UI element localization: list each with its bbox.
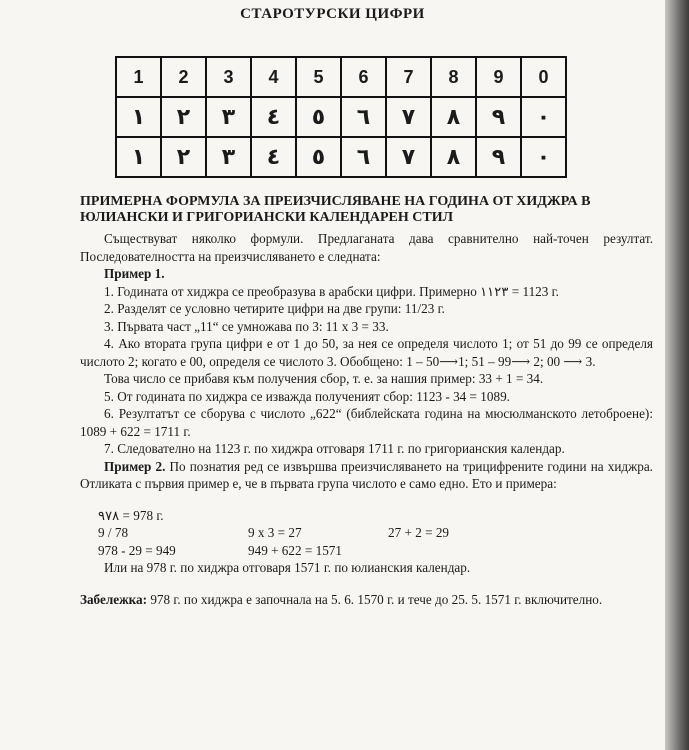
step-6: 6. Резултатът се сборува с числото „622“ (библейската година на мюсюлманското летоброене): 1089 + 622 = 1711 г. — [80, 406, 653, 439]
table-cell: ٢ — [161, 137, 206, 177]
table-cell: 2 — [161, 57, 206, 97]
numerals-table — [115, 56, 567, 178]
calc-cell: 949 + 622 = 1571 — [248, 542, 342, 558]
table-cell: ٣ — [206, 97, 251, 137]
table-cell: ٠ — [521, 137, 566, 177]
table-cell: ٨ — [431, 137, 476, 177]
western-digits-row — [116, 57, 566, 97]
table-cell: ٠ — [521, 97, 566, 137]
calc-cell: 27 + 2 = 29 — [388, 525, 450, 540]
table-cell: 8 — [431, 57, 476, 97]
example-2-paragraph — [80, 458, 653, 493]
page-edge-shadow — [665, 0, 689, 750]
table-cell: 5 — [296, 57, 341, 97]
note-text: 978 г. по хиджра е започнала на 5. 6. 1570 г. и тече до 25. 5. 1571 г. включително. — [150, 591, 603, 607]
body-text — [80, 194, 653, 608]
example-1-label: Пример 1. — [104, 266, 165, 281]
section-heading: ПРИМЕРНА ФОРМУЛА ЗА ПРЕИЗЧИСЛЯВАНЕ НА ГОДИНА ОТ ХИДЖРА В ЮЛИАНСКИ И ГРИГОРИАНСКИ КАЛЕНДАРЕН СТИЛ — [80, 194, 591, 225]
step-2: 2. Разделят се условно четирите цифри на две групи: 11/23 г. — [104, 301, 445, 316]
page-title: СТАРОТУРСКИ ЦИФРИ — [240, 6, 425, 22]
table-cell: ٦ — [341, 137, 386, 177]
note-paragraph — [80, 591, 653, 609]
table-cell: ٤ — [251, 137, 296, 177]
calc-line-1: ٩٧٨ = 978 г. — [98, 507, 164, 523]
table-cell: 9 — [476, 57, 521, 97]
step-4-sum: Това число се прибавя към получения сбор, т. е. за нашия пример: 33 + 1 = 34. — [104, 371, 544, 386]
step-7: 7. Следователно на 1123 г. по хиджра отговаря 1711 г. по григорианския календар. — [104, 441, 565, 456]
table-cell: 0 — [521, 57, 566, 97]
table-cell: ٤ — [251, 97, 296, 137]
step-1: 1. Годината от хиджра се преобразува в арабски цифри. Примерно ١١٢٣ = 1123 г. — [104, 283, 559, 299]
table-cell: ٦ — [341, 97, 386, 137]
table-cell: ٧ — [386, 137, 431, 177]
table-cell: ٩ — [476, 97, 521, 137]
table-cell: ٧ — [386, 97, 431, 137]
example-2-text: По познатия ред се извършва преизчисляването на трицифрените години на хиджра. Отликата с първия пример е, че в първата група числото е само едно. Ето и примера: — [80, 458, 653, 491]
note-label: Забележка: — [80, 591, 148, 607]
arabic-printed-row — [116, 97, 566, 137]
arabic-handwritten-row — [116, 137, 566, 177]
calc-cell: 978 - 29 = 949 — [98, 542, 176, 558]
table-cell: 3 — [206, 57, 251, 97]
step-5: 5. От годината по хиджра се изважда полученият сбор: 1123 - 34 = 1089. — [104, 388, 510, 404]
table-cell: ٨ — [431, 97, 476, 137]
table-cell: ٢ — [161, 97, 206, 137]
calc-cell: 9 / 78 — [98, 525, 129, 540]
calc-cell: 9 х 3 = 27 — [248, 525, 302, 540]
table-cell: ٣ — [206, 137, 251, 177]
conclusion: Или на 978 г. по хиджра отговаря 1571 г. по юлианския календар. — [104, 560, 471, 575]
table-cell: 1 — [116, 57, 161, 97]
table-cell: 7 — [386, 57, 431, 97]
example-2-label: Пример 2. — [104, 458, 166, 474]
table-cell: ٩ — [476, 137, 521, 177]
table-cell: 6 — [341, 57, 386, 97]
table-cell: 4 — [251, 57, 296, 97]
table-cell: ١ — [116, 97, 161, 137]
spacer — [80, 493, 653, 507]
spacer — [80, 577, 653, 591]
table-cell: ١ — [116, 137, 161, 177]
table-cell: ٥ — [296, 137, 341, 177]
intro-paragraph: Съществуват няколко формули. Предлаганата дава сравнително най-точен резултат. Последователността на преизчисляването е следната: — [80, 231, 653, 264]
calc-cell — [388, 542, 538, 560]
table-cell: ٥ — [296, 97, 341, 137]
step-4: 4. Ако втората група цифри е от 1 до 50, за нея се определя числото 1; от 51 до 99 се определя числото 2; когато е 00, определя се числото 3. Обобщено: 1 – 50⟶1; 51 – 99⟶ 2; 00 ⟶ 3. — [80, 336, 653, 369]
step-3: 3. Първата част „11“ се умножава по 3: 11 х 3 = 33. — [104, 318, 389, 334]
calculation-grid — [98, 524, 653, 559]
